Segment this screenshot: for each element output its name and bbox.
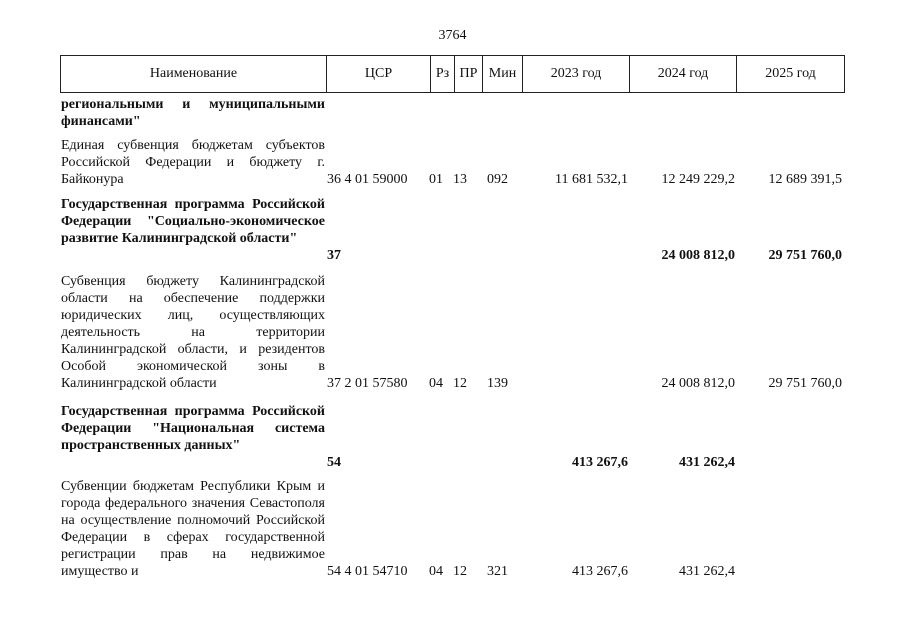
row-name: региональными и муниципальными финансами": [61, 97, 325, 129]
row-2024: 431 262,4: [679, 564, 735, 579]
row-rz: 04: [429, 376, 443, 391]
row-min: 139: [487, 376, 508, 391]
row-pr: 13: [453, 172, 467, 187]
header-2024: 2024 год: [629, 56, 736, 92]
header-2025: 2025 год: [736, 56, 844, 92]
header-name: Наименование: [149, 66, 238, 81]
row-csr: 54 4 01 54710: [327, 564, 408, 579]
row-csr: 37 2 01 57580: [327, 376, 408, 391]
row-pr: 12: [453, 376, 467, 391]
row-min: 321: [487, 564, 508, 579]
row-name: Единая субвенция бюджетам субъектов Российской Федерации и бюджету г. Байконура: [61, 138, 325, 187]
row-name: Субвенция бюджету Калининградской области на обеспечение поддержки юридических лиц, осуществляющих деятельность на территории Калининградской области, и резидентов Особой экономической зоны в Калининградской области: [61, 274, 325, 391]
row-2024: 24 008 812,0: [661, 248, 735, 263]
header-2023: 2023 год: [522, 56, 629, 92]
row-min: 092: [487, 172, 508, 187]
row-rz: 04: [429, 564, 443, 579]
row-csr: 36 4 01 59000: [327, 172, 408, 187]
row-name: Государственная программа Российской Федерации "Национальная система пространственных данных": [61, 404, 325, 453]
header-pr: ПР: [454, 56, 482, 92]
row-name: Субвенции бюджетам Республики Крым и города федерального значения Севастополя на осуществление полномочий Российской Федерации в сферах государственной регистрации прав на недвижимое имущество и: [61, 479, 325, 579]
row-2023: 413 267,6: [572, 564, 628, 579]
row-csr: 54: [327, 455, 341, 470]
row-2025: 29 751 760,0: [768, 376, 842, 391]
row-2024: 431 262,4: [679, 455, 735, 470]
row-name: Государственная программа Российской Федерации "Социально-экономическое развитие Калининградской области": [61, 197, 325, 246]
row-rz: 01: [429, 172, 443, 187]
row-2025: 12 689 391,5: [768, 172, 842, 187]
header-csr: ЦСР: [326, 56, 430, 92]
row-2024: 24 008 812,0: [661, 376, 735, 391]
header-min: Мин: [482, 56, 522, 92]
row-2023: 413 267,6: [572, 455, 628, 470]
row-2024: 12 249 229,2: [661, 172, 735, 187]
row-2023: 11 681 532,1: [555, 172, 628, 187]
row-2025: 29 751 760,0: [768, 248, 842, 263]
row-csr: 37: [327, 248, 341, 263]
header-rz: Рз: [430, 56, 454, 92]
row-pr: 12: [453, 564, 467, 579]
table-header: [60, 55, 845, 93]
page-number: 3764: [438, 28, 467, 43]
